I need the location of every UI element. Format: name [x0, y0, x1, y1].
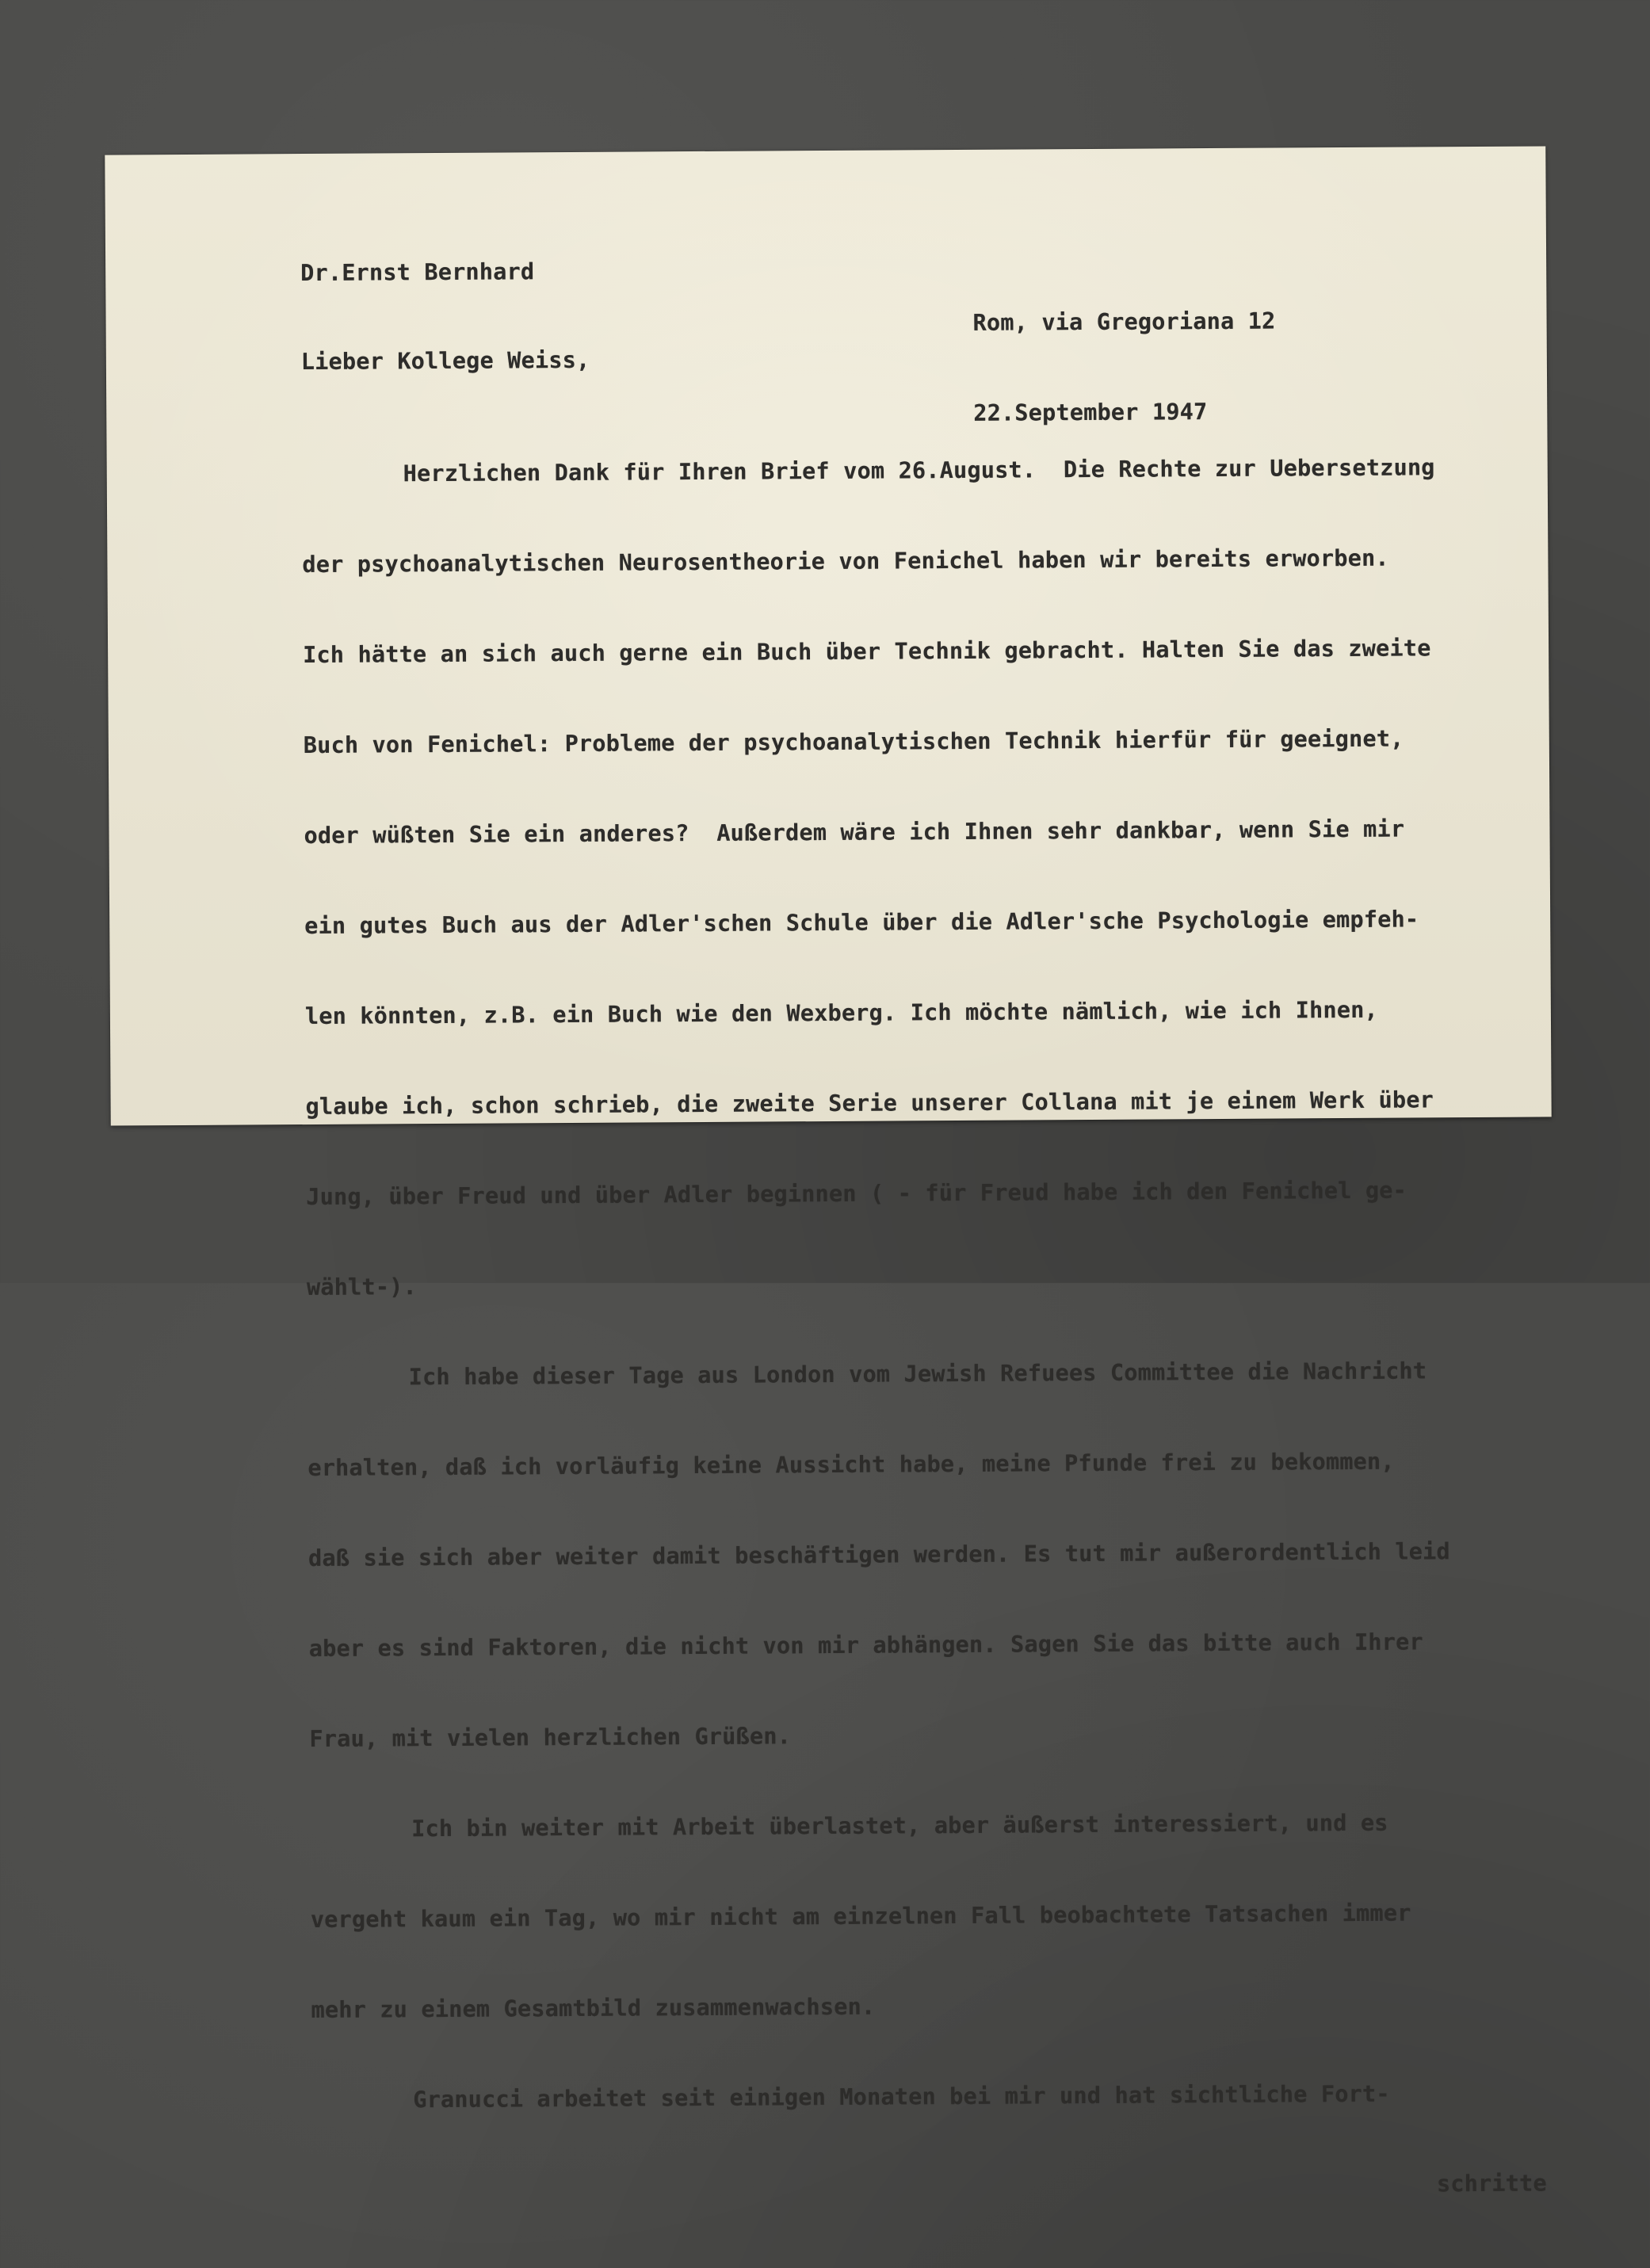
body-line: glaube ich, schon schrieb, die zweite Serie unserer Collana mit je einem Werk über [305, 1086, 1434, 1121]
salutation: Lieber Kollege Weiss, [300, 346, 590, 376]
body-line: daß sie sich aber weiter damit beschäftigen werden. Es tut mir außerordentlich leid [307, 1538, 1450, 1572]
body-line: schritte [1436, 2170, 1547, 2197]
sender-name: Dr.Ernst Bernhard [300, 258, 535, 287]
body-line: Herzlichen Dank für Ihren Brief vom 26.August. Die Rechte zur Uebersetzung [403, 454, 1435, 487]
body-line: vergeht kaum ein Tag, wo mir nicht am einzelnen Fall beobachtete Tatsachen immer [310, 1900, 1411, 1934]
body-line: Ich habe dieser Tage aus London vom Jewish Refuees Committee die Nachricht [408, 1357, 1427, 1391]
body-line: ein gutes Buch aus der Adler'schen Schule über die Adler'sche Psychologie empfeh- [304, 906, 1419, 940]
body-line: Jung, über Freud und über Adler beginnen ( - für Freud habe ich den Fenichel ge- [306, 1177, 1407, 1211]
body-line: der psychoanalytischen Neurosentheorie von Fenichel haben wir bereits erworben. [302, 544, 1389, 578]
body-line: Buch von Fenichel: Probleme der psychoanalytischen Technik hierfür für geeignet, [303, 725, 1404, 759]
body-line: aber es sind Faktoren, die nicht von mir abhängen. Sagen Sie das bitte auch Ihrer [308, 1628, 1423, 1663]
body-line: len könnten, z.B. ein Buch wie den Wexberg. Ich möchte nämlich, wie ich Ihnen, [304, 996, 1378, 1030]
body-line: Ich hätte an sich auch gerne ein Buch über Technik gebracht. Halten Sie das zweite [303, 635, 1431, 669]
body-line: erhalten, daß ich vorläufig keine Aussicht habe, meine Pfunde frei zu bekommen, [307, 1448, 1395, 1482]
address-line: Rom, via Gregoriana 12 [972, 307, 1276, 336]
body-line: Granucci arbeitet seit einigen Monaten bei mir und hat sichtliche Fort- [413, 2080, 1390, 2113]
body-line: wählt-). [306, 1273, 417, 1301]
body-line: Frau, mit vielen herzlichen Grüßen. [309, 1723, 792, 1753]
letter-date: 22.September 1947 [973, 399, 1208, 426]
body-line: Ich bin weiter mit Arbeit überlastet, aber äußerst interessiert, und es [411, 1809, 1388, 1842]
letter-paper [105, 146, 1551, 2197]
body-line: oder wüßten Sie ein anderes? Außerdem wäre ich Ihnen sehr dankbar, wenn Sie mir [304, 815, 1405, 850]
letter-body [301, 392, 1547, 2266]
body-line: mehr zu einem Gesamtbild zusammenwachsen. [311, 1993, 876, 2024]
